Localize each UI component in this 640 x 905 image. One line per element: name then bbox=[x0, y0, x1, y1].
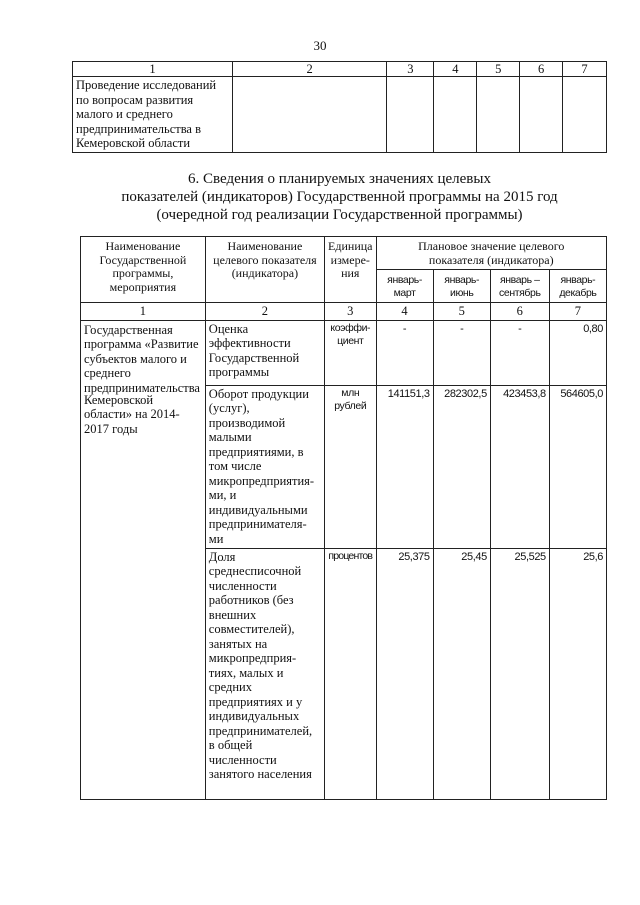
indicator-name: Оценка эффективности Государственной программы bbox=[205, 320, 324, 385]
page-number: 30 bbox=[313, 38, 327, 53]
col-number: 7 bbox=[563, 62, 607, 77]
planned-values-table bbox=[80, 236, 607, 800]
column-numbers-row bbox=[73, 62, 607, 77]
unit: млн рублей bbox=[325, 385, 376, 548]
event-name: Проведение исследований по вопросам развития малого и среднего предпринимательства в Кемеровской области bbox=[73, 77, 233, 153]
header-period: январь-июнь bbox=[433, 270, 490, 303]
empty-cell bbox=[563, 77, 607, 153]
col-number: 5 bbox=[477, 62, 520, 77]
header-program: Наименование Государственной программы, мероприятия bbox=[81, 237, 206, 303]
header-unit: Единица измере-ния bbox=[325, 237, 376, 303]
program-name-part: Государственная программа «Развитие субъектов малого и среднего предпринимательства bbox=[84, 322, 200, 395]
top-table-continuation bbox=[72, 61, 607, 153]
empty-cell bbox=[232, 77, 387, 153]
value-h1: 282302,5 bbox=[433, 385, 490, 548]
value-q1: 141151,3 bbox=[376, 385, 433, 548]
value-year: 0,80 bbox=[549, 320, 606, 385]
indicator-name: Оборот продукции (услуг), производимой малыми предприятиями, в том числе микропредприятия-ми, и индивидуальными предпринимателя-ми bbox=[205, 385, 324, 548]
value-9m: 25,525 bbox=[490, 548, 549, 799]
section-title-line: (очередной год реализации Государственной программы) bbox=[156, 207, 523, 223]
section-title-line: показателей (индикаторов) Государственной программы на 2015 год bbox=[121, 189, 558, 205]
col-number: 2 bbox=[205, 303, 324, 321]
header-period: январь-март bbox=[376, 270, 433, 303]
col-number: 3 bbox=[325, 303, 376, 321]
value-q1: 25,375 bbox=[376, 548, 433, 799]
col-number: 7 bbox=[549, 303, 606, 321]
column-numbers-row bbox=[81, 303, 607, 321]
value-h1: 25,45 bbox=[433, 548, 490, 799]
value-year: 564605,0 bbox=[549, 385, 606, 548]
empty-cell bbox=[520, 77, 563, 153]
value-year: 25,6 bbox=[549, 548, 606, 799]
value-9m: 423453,8 bbox=[490, 385, 549, 548]
header-planned-value: Плановое значение целевого показателя (индикатора) bbox=[376, 237, 607, 270]
empty-cell bbox=[434, 77, 477, 153]
value-9m: - bbox=[490, 320, 549, 385]
unit: процентов bbox=[325, 548, 376, 799]
program-name-part: Кемеровской области» на 2014-2017 годы bbox=[84, 392, 180, 436]
empty-cell bbox=[477, 77, 520, 153]
table-row bbox=[73, 77, 607, 153]
table-row bbox=[81, 320, 607, 385]
header-indicator: Наименование целевого показателя (индикатора) bbox=[205, 237, 324, 303]
value-q1: - bbox=[376, 320, 433, 385]
col-number: 1 bbox=[73, 62, 233, 77]
header-row bbox=[81, 237, 607, 270]
col-number: 6 bbox=[490, 303, 549, 321]
section-title bbox=[72, 170, 607, 224]
col-number: 2 bbox=[232, 62, 387, 77]
program-name bbox=[81, 320, 206, 799]
unit: коэффи-циент bbox=[325, 320, 376, 385]
indicator-name: Доля среднесписочной численности работников (без внешних совместителей), занятых на микропредприя-тиях, малых и средних предприятиях и у индивидуальных предпринимателей, в общей численности занятого населения bbox=[205, 548, 324, 799]
col-number: 5 bbox=[433, 303, 490, 321]
value-h1: - bbox=[433, 320, 490, 385]
col-number: 6 bbox=[520, 62, 563, 77]
section-title-line: 6. Сведения о планируемых значениях целевых bbox=[188, 171, 491, 187]
col-number: 1 bbox=[81, 303, 206, 321]
empty-cell bbox=[387, 77, 434, 153]
col-number: 3 bbox=[387, 62, 434, 77]
col-number: 4 bbox=[376, 303, 433, 321]
col-number: 4 bbox=[434, 62, 477, 77]
header-period: январь – сентябрь bbox=[490, 270, 549, 303]
header-period: январь-декабрь bbox=[549, 270, 606, 303]
